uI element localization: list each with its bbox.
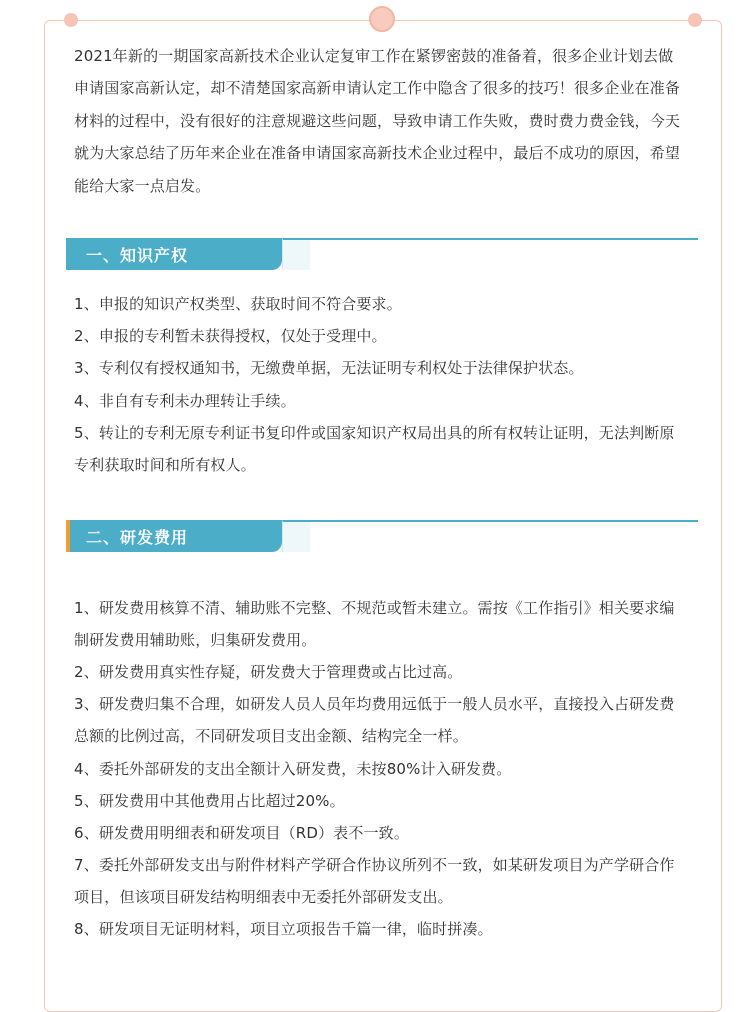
intro-paragraph: 2021年新的一期国家高新技术企业认定复审工作在紧锣密鼓的准备着，很多企业计划去做申请国家高新认定，却不清楚国家高新申请认定工作中隐含了很多的技巧！很多企业在准备材料的过程中，没有很好的注意规避这些问题，导致申请工作失败，费时费力费金钱，今天就为大家总结了历年来企业在准备申请国家高新技术企业过程中，最后不成功的原因，希望能给大家一点启发。 — [74, 47, 681, 195]
decor-dot-right — [688, 13, 702, 27]
list-item: 4、委托外部研发的支出全额计入研发费，未按80%计入研发费。 — [74, 760, 512, 778]
list-item: 1、研发费用核算不清、辅助账不完整、不规范或暂未建立。需按《工作指引》相关要求编制研发费用辅助账，归集研发费用。 — [74, 599, 675, 650]
section-header-rd — [66, 520, 698, 554]
list-item: 3、专利仅有授权通知书，无缴费单据，无法证明专利权处于法律保护状态。 — [74, 359, 584, 377]
section-header-ip — [66, 238, 698, 272]
list-item: 3、研发费归集不合理，如研发人员人员年均费用远低于一般人员水平，直接投入占研发费总额的比例过高，不同研发项目支出金额、结构完全一样。 — [74, 695, 675, 746]
list-item: 6、研发费用明细表和研发项目（RD）表不一致。 — [74, 824, 409, 842]
section-title: 一、知识产权 — [86, 246, 189, 265]
section-title-tab — [282, 238, 310, 270]
decor-dot-center — [369, 6, 395, 32]
list-item: 1、申报的知识产权类型、获取时间不符合要求。 — [74, 295, 402, 313]
list-item: 5、转让的专利无原专利证书复印件或国家知识产权局出具的所有权转让证明，无法判断原专利获取时间和所有权人。 — [74, 424, 675, 475]
list-item: 2、研发费用真实性存疑，研发费大于管理费或占比过高。 — [74, 663, 463, 681]
section-title: 二、研发费用 — [86, 528, 189, 547]
section-accent-mark — [66, 520, 70, 552]
list-item: 4、非自有专利未办理转让手续。 — [74, 392, 296, 410]
list-item: 8、研发项目无证明材料，项目立项报告千篇一律，临时拼凑。 — [74, 920, 493, 938]
list-item: 2、申报的专利暂未获得授权，仅处于受理中。 — [74, 327, 387, 345]
list-item: 5、研发费用中其他费用占比超过20%。 — [74, 792, 345, 810]
decor-dot-left — [64, 13, 78, 27]
section-title-tab — [282, 520, 310, 552]
list-item: 7、委托外部研发支出与附件材料产学研合作协议所列不一致，如某研发项目为产学研合作项目，但该项目研发结构明细表中无委托外部研发支出。 — [74, 856, 675, 907]
